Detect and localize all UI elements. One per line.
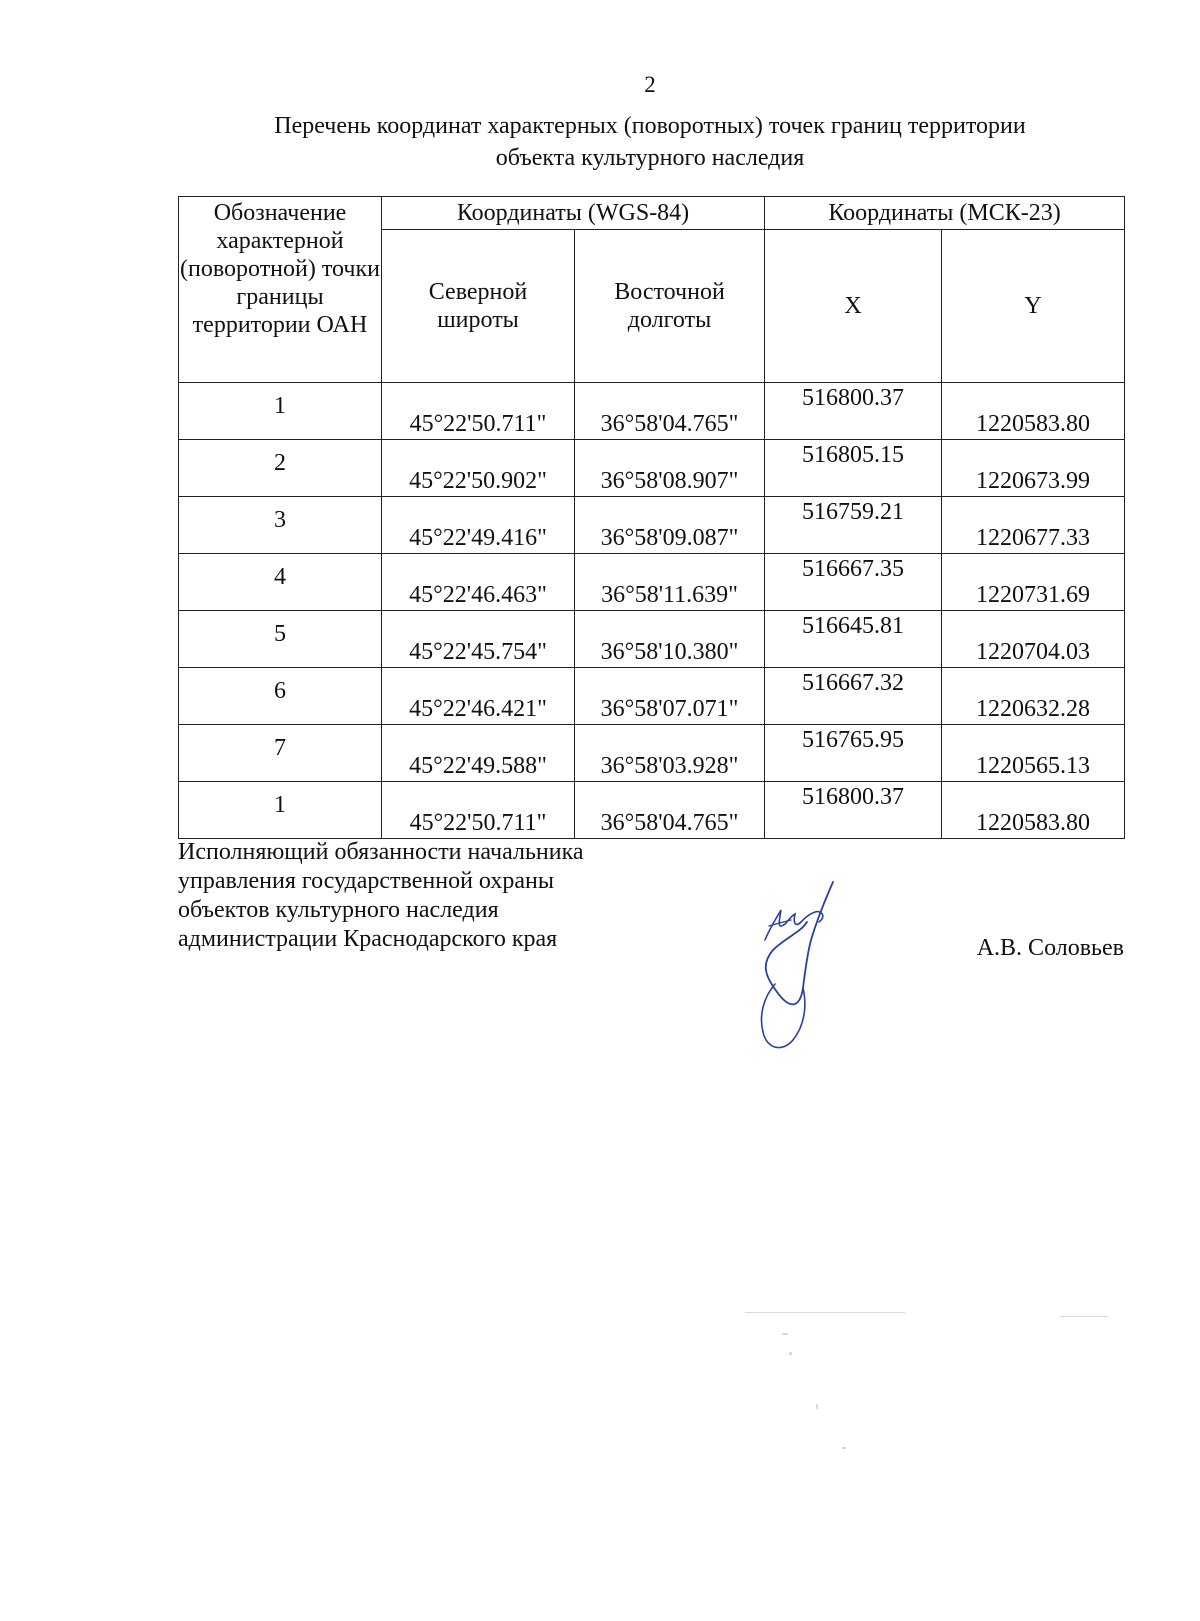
cell-longitude: 36°58'10.380"	[575, 611, 765, 668]
table-body	[179, 383, 1125, 839]
handwritten-signature-icon	[755, 880, 865, 1060]
signatory-position	[178, 838, 584, 954]
cell-y: 1220565.13	[942, 725, 1125, 782]
column-group-wgs84: Координаты (WGS-84)	[382, 197, 765, 230]
cell-longitude: 36°58'04.765"	[575, 782, 765, 839]
cell-latitude: 45°22'46.463"	[382, 554, 575, 611]
cell-point: 6	[179, 668, 382, 725]
cell-x: 516759.21	[765, 497, 942, 554]
page-number: 2	[644, 72, 656, 97]
cell-longitude: 36°58'03.928"	[575, 725, 765, 782]
scan-artifact	[816, 1404, 818, 1409]
column-header-point: Обозначение характерной (поворотной) точки границы территории ОАН	[179, 197, 382, 383]
cell-y: 1220583.80	[942, 383, 1125, 440]
cell-x: 516800.37	[765, 383, 942, 440]
cell-x: 516667.32	[765, 668, 942, 725]
column-header-x: X	[765, 230, 942, 383]
scan-artifact	[782, 1333, 788, 1335]
column-group-msk23: Координаты (МСК-23)	[765, 197, 1125, 230]
table-row	[179, 782, 1125, 839]
cell-x: 516645.81	[765, 611, 942, 668]
cell-latitude: 45°22'49.588"	[382, 725, 575, 782]
cell-point: 4	[179, 554, 382, 611]
signatory-line-1: Исполняющий обязанности начальника	[178, 839, 584, 865]
table-row	[179, 440, 1125, 497]
cell-longitude: 36°58'08.907"	[575, 440, 765, 497]
cell-point: 5	[179, 611, 382, 668]
scan-artifact	[745, 1312, 905, 1313]
title-line-2: объекта культурного наследия	[495, 145, 805, 171]
cell-y: 1220673.99	[942, 440, 1125, 497]
cell-y: 1220583.80	[942, 782, 1125, 839]
column-header-latitude: Северной широты	[382, 230, 575, 383]
table-row	[179, 383, 1125, 440]
cell-y: 1220677.33	[942, 497, 1125, 554]
signatory-line-4: администрации Краснодарского края	[178, 926, 558, 952]
document-title	[150, 110, 1150, 174]
cell-point: 2	[179, 440, 382, 497]
cell-latitude: 45°22'50.902"	[382, 440, 575, 497]
cell-x: 516667.35	[765, 554, 942, 611]
scan-artifact	[789, 1352, 792, 1355]
table-row	[179, 554, 1125, 611]
cell-longitude: 36°58'11.639"	[575, 554, 765, 611]
cell-point: 1	[179, 383, 382, 440]
cell-x: 516800.37	[765, 782, 942, 839]
cell-latitude: 45°22'50.711"	[382, 782, 575, 839]
title-line-1: Перечень координат характерных (поворотных) точек границ территории	[274, 113, 1026, 139]
column-header-longitude: Восточной долготы	[575, 230, 765, 383]
cell-latitude: 45°22'49.416"	[382, 497, 575, 554]
cell-point: 7	[179, 725, 382, 782]
cell-point: 3	[179, 497, 382, 554]
cell-latitude: 45°22'46.421"	[382, 668, 575, 725]
signatory-line-3: объектов культурного наследия	[178, 897, 499, 923]
cell-longitude: 36°58'09.087"	[575, 497, 765, 554]
scan-artifact	[1060, 1316, 1108, 1317]
cell-longitude: 36°58'07.071"	[575, 668, 765, 725]
cell-y: 1220704.03	[942, 611, 1125, 668]
signatory-name: А.В. Соловьев	[976, 935, 1124, 961]
table-row	[179, 668, 1125, 725]
cell-y: 1220731.69	[942, 554, 1125, 611]
cell-x: 516765.95	[765, 725, 942, 782]
cell-x: 516805.15	[765, 440, 942, 497]
scan-artifact	[842, 1447, 846, 1449]
column-header-y: Y	[942, 230, 1125, 383]
coordinates-table	[178, 196, 1125, 839]
cell-latitude: 45°22'50.711"	[382, 383, 575, 440]
signatory-line-2: управления государственной охраны	[178, 868, 554, 894]
table-row	[179, 611, 1125, 668]
cell-y: 1220632.28	[942, 668, 1125, 725]
table-row	[179, 497, 1125, 554]
cell-longitude: 36°58'04.765"	[575, 383, 765, 440]
cell-point: 1	[179, 782, 382, 839]
cell-latitude: 45°22'45.754"	[382, 611, 575, 668]
table-row	[179, 725, 1125, 782]
